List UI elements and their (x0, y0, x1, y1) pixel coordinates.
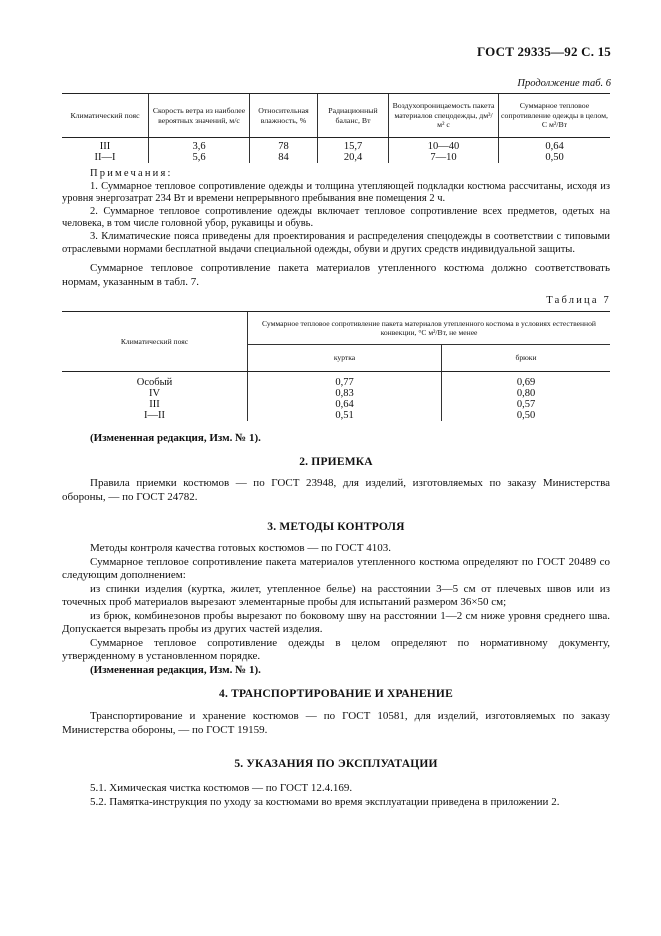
table-6-col-wind: Скорость ветра из наиболее вероятных значений, м/с (149, 94, 250, 138)
table-cell: 0,64 (248, 399, 442, 410)
table-row (62, 372, 610, 389)
section-2-text: Правила приемки костюмов — по ГОСТ 23948, для изделий, изготовляемых по заказу Министерства обороны, — по ГОСТ 24782. (62, 477, 610, 503)
table-row (62, 410, 610, 421)
table-continuation-note: Продолжение таб. 6 (517, 78, 611, 89)
notes-block (62, 168, 610, 256)
section-5-body (62, 781, 610, 809)
table-6-col-humidity: Относительная влажность, % (250, 94, 318, 138)
table-cell: III (99, 141, 111, 152)
table-cell: 0,50 (499, 152, 611, 163)
table-cell: Особый (136, 377, 173, 388)
table-6-header-row (62, 94, 610, 138)
note-item: 3. Климатические пояса приведены для проектирования и распределения спецодежды в соответствии с типовыми отраслевыми нормами бесплатной выдачи специальной одежды, обуви и других средств индивидуальной защиты. (62, 230, 610, 255)
norms-paragraph (62, 262, 610, 289)
table-cell: 15,7 (318, 138, 389, 153)
page-header: ГОСТ 29335—92 С. 15 (477, 44, 611, 59)
table-7-label: Таблица 7 (546, 295, 611, 306)
table-cell: 0,51 (248, 410, 442, 421)
table-cell: 0,64 (499, 138, 611, 153)
table-cell: 78 (250, 138, 318, 153)
paragraph: из спинки изделия (куртка, жилет, утепленное белье) на расстоянии 3—5 см от плечевых швов или из точечных проб материалов вырезают элементарные пробы для испытаний размером 36×50 см; (62, 582, 610, 608)
paragraph: Суммарное тепловое сопротивление одежды в целом определяют по нормативному документу, утвержденному в установленном порядке. (62, 636, 610, 662)
section-4-heading: 4. ТРАНСПОРТИРОВАНИЕ И ХРАНЕНИЕ (219, 688, 453, 700)
table-7-col-jacket: куртка (248, 345, 442, 372)
table-6 (62, 93, 610, 163)
table-row (62, 388, 610, 399)
table-cell: III (149, 399, 160, 410)
table-cell: 5,6 (149, 152, 250, 163)
table-cell: II—I (94, 152, 116, 163)
notes-title: Примечания: (90, 168, 173, 179)
section-3-edition-note: (Измененная редакция, Изм. № 1). (90, 663, 261, 676)
section-3-heading: 3. МЕТОДЫ КОНТРОЛЯ (267, 521, 405, 533)
table-7 (62, 311, 610, 421)
table-cell: 0,50 (442, 410, 611, 421)
note-item: 2. Суммарное тепловое сопротивление одежды включает тепловое сопротивление всех предметов, одетых на человека, в том числе головной убор, рукавицы и обувь. (62, 205, 610, 230)
table-cell: 3,6 (149, 138, 250, 153)
table-cell: 0,77 (248, 372, 442, 389)
table-cell: IV (148, 388, 161, 399)
edition-note (62, 432, 610, 445)
section-5-heading: 5. УКАЗАНИЯ ПО ЭКСПЛУАТАЦИИ (234, 758, 438, 770)
paragraph: из брюк, комбинезонов пробы вырезают по боковому шву на расстоянии 1—2 см ниже уровня среднего шва. Допускается вырезать пробы из других частей изделия. (62, 609, 610, 635)
section-2-body (62, 476, 610, 504)
table-cell: 10—40 (389, 138, 499, 153)
table-cell: 0,57 (442, 399, 611, 410)
table-cell: I—II (144, 410, 165, 421)
table-7-header-row (62, 312, 610, 345)
table-row (62, 399, 610, 410)
table-7-col-zone: Климатический пояс (62, 312, 248, 372)
table-6-col-zone: Климатический пояс (62, 94, 149, 138)
table-cell: 0,69 (442, 372, 611, 389)
section-2-heading: 2. ПРИЕМКА (299, 456, 373, 468)
table-cell: 84 (250, 152, 318, 163)
table-6-col-radiation: Радиационный баланс, Вт (318, 94, 389, 138)
paragraph: Методы контроля качества готовых костюмов — по ГОСТ 4103. (90, 542, 391, 554)
table-row (62, 138, 610, 153)
table-cell: 0,83 (248, 388, 442, 399)
table-cell: 7—10 (389, 152, 499, 163)
norms-text: Суммарное тепловое сопротивление пакета материалов утепленного костюма должно соответствовать нормам, указанным в табл. 7. (62, 262, 610, 288)
section-5-item: 5.1. Химическая чистка костюмов — по ГОСТ 12.4.169. (90, 782, 353, 794)
table-6-col-thermal-resistance: Суммарное тепловое сопротивление одежды в целом, С м²/Вт (499, 94, 611, 138)
table-cell: 20,4 (318, 152, 389, 163)
edition-note-text: (Измененная редакция, Изм. № 1). (90, 432, 261, 444)
table-6-col-air-permeability: Воздухопроницаемость пакета материалов спецодежды, дм³/м² с (389, 94, 499, 138)
table-row (62, 152, 610, 163)
paragraph: Суммарное тепловое сопротивление пакета материалов утепленного костюма определяют по ГОСТ 20489 со следующим дополнением: (62, 555, 610, 581)
table-cell: 0,80 (442, 388, 611, 399)
section-4-text: Транспортирование и хранение костюмов — по ГОСТ 10581, для изделий, изготовляемых по заказу Министерства обороны, — по ГОСТ 19159. (62, 710, 610, 736)
note-item: 1. Суммарное тепловое сопротивление одежды и толщина утепляющей подкладки костюма рассчитаны, исходя из уровня энергозатрат 234 Вт и времени непрерывного пребывания вне помещения 2 ч. (62, 180, 610, 205)
table-7-col-trousers: брюки (442, 345, 611, 372)
section-3-body (62, 542, 610, 677)
table-7-col-main: Суммарное тепловое сопротивление пакета материалов утепленного костюма в условиях естественной конвекции, °С м²/Вт, не менее (248, 312, 611, 345)
section-5-item: 5.2. Памятка-инструкция по уходу за костюмами во время эксплуатации приведена в приложении 2. (90, 796, 560, 808)
section-4-body (62, 709, 610, 737)
